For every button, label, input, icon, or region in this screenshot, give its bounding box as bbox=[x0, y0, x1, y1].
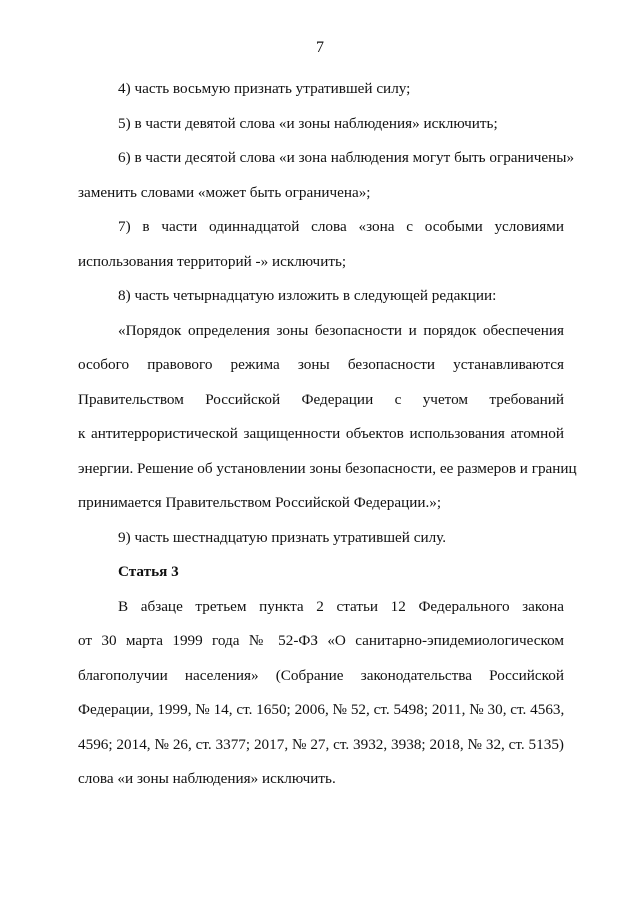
line-item-5: 5) в части девятой слова «и зоны наблюдения» исключить; bbox=[118, 114, 498, 132]
quote-line-2: особого правового режима зоны безопасности устанавливаются bbox=[78, 356, 564, 373]
article-heading: Статья 3 bbox=[118, 563, 179, 580]
quote-line-6: принимается Правительством Российской Федерации.»; bbox=[78, 494, 442, 511]
page-number: 7 bbox=[316, 39, 324, 56]
article-3-line-2: от 30 марта 1999 года № 52-ФЗ «О санитарно-эпидемиологическом bbox=[78, 632, 564, 649]
article-3-line-1: В абзаце третьем пункта 2 статьи 12 Федерального закона bbox=[118, 597, 564, 615]
document-body bbox=[78, 72, 577, 797]
line-item-4: 4) часть восьмую признать утратившей силу; bbox=[118, 80, 411, 97]
quote-line-5: энергии. Решение об установлении зоны безопасности, ее размеров и границ bbox=[78, 459, 577, 477]
line-item-6-part2: заменить словами «может быть ограничена»; bbox=[78, 183, 371, 201]
line-item-9: 9) часть шестнадцатую признать утратившей силу. bbox=[118, 528, 447, 546]
line-item-7-part1: 7) в части одиннадцатой слова «зона с особыми условиями bbox=[118, 218, 564, 235]
article-3-line-3: благополучии населения» (Собрание законодательства Российской bbox=[78, 666, 564, 684]
quote-line-4: к антитеррористической защищенности объектов использования атомной bbox=[78, 425, 564, 442]
line-item-8: 8) часть четырнадцатую изложить в следующей редакции: bbox=[118, 287, 497, 304]
article-3-line-4: Федерации, 1999, № 14, ст. 1650; 2006, № 52, ст. 5498; 2011, № 30, ст. 4563, bbox=[78, 701, 565, 718]
quote-line-1: «Порядок определения зоны безопасности и порядок обеспечения bbox=[118, 321, 564, 339]
line-item-7-part2: использования территорий -» исключить; bbox=[78, 252, 347, 270]
quote-line-3: Правительством Российской Федерации с учетом требований bbox=[78, 390, 564, 408]
article-3-line-6: слова «и зоны наблюдения» исключить. bbox=[78, 770, 336, 787]
article-3-line-5: 4596; 2014, № 26, ст. 3377; 2017, № 27, ст. 3932, 3938; 2018, № 32, ст. 5135) bbox=[78, 735, 564, 753]
line-item-6-part1: 6) в части десятой слова «и зона наблюдения могут быть ограничены» bbox=[118, 149, 575, 166]
